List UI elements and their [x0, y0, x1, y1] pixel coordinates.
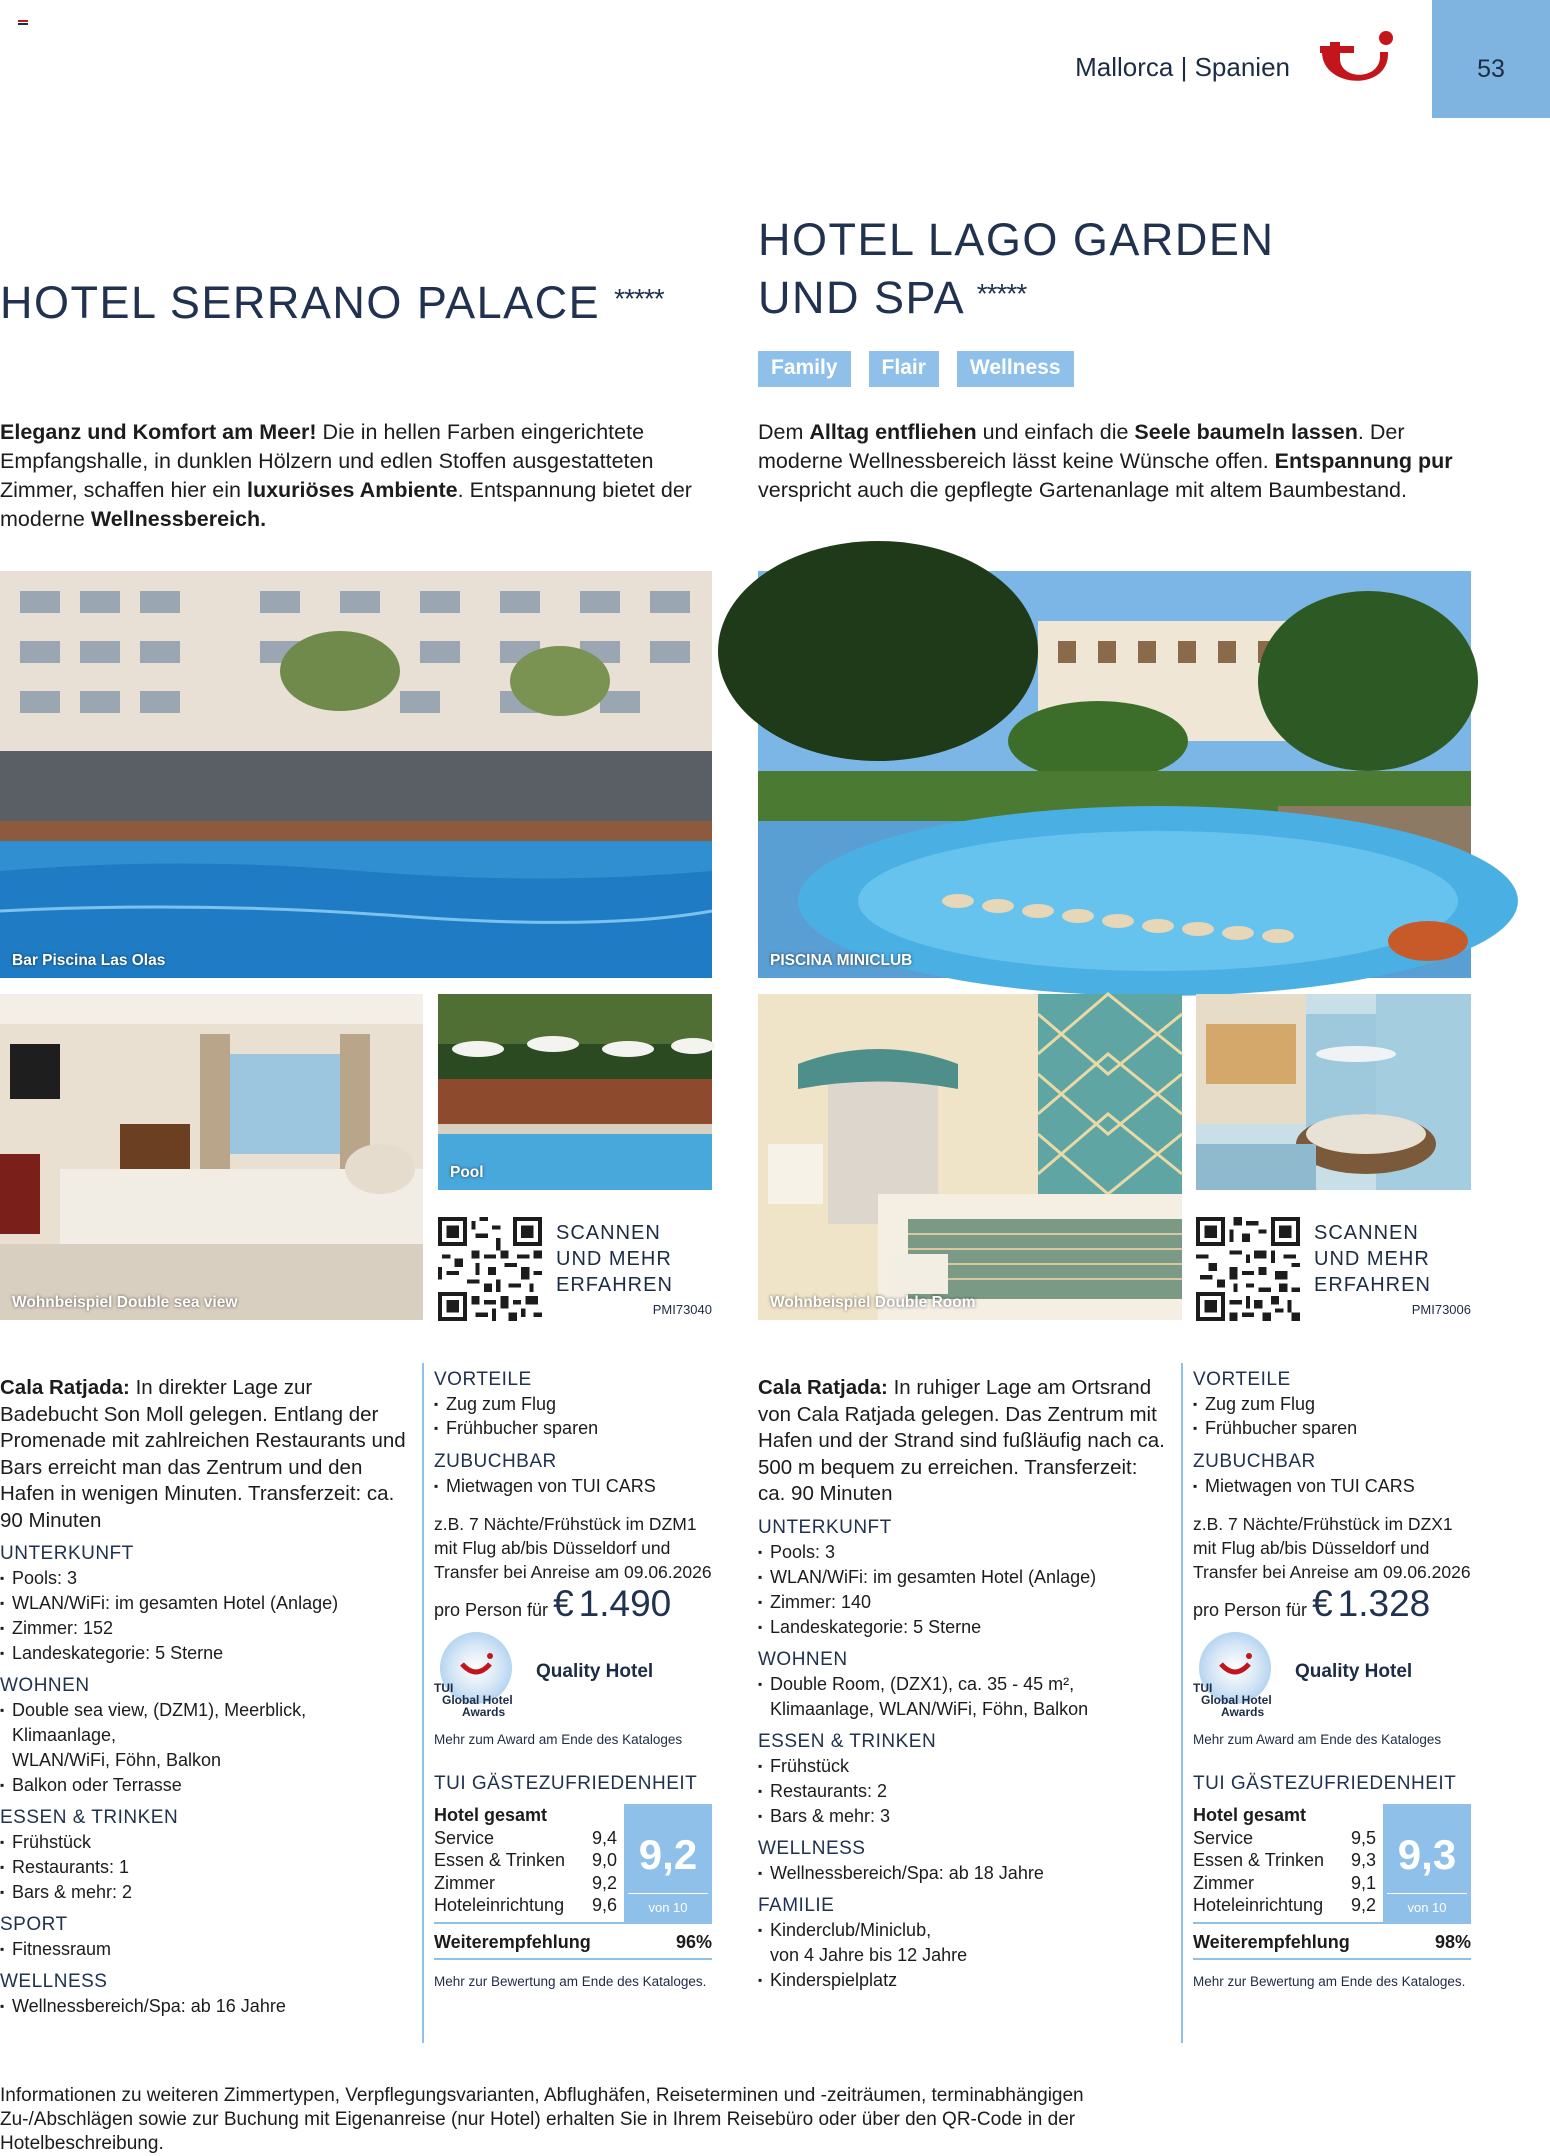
hotel2-rating-title: TUI GÄSTEZUFRIEDENHEIT: [1193, 1773, 1457, 1794]
hotel2-wohnen-list: ▪ Double Room, (DZX1), ca. 35 - 45 m², Klimaanlage, WLAN/WiFi, Föhn, Balkon: [758, 1672, 1170, 1722]
hotel1-essen-list: ▪ Frühstück ▪ Restaurants: 1 ▪ Bars & mehr: 2: [0, 1830, 412, 1905]
hotel2-qr-id: PMI73006: [1411, 1302, 1471, 1317]
hotel1-intro: Eleganz und Komfort am Meer! Die in hellen Farben eingerichtete Empfangshalle, in dunklen Hölzern und edlen Stoffen ausgestatteten Zimmer, schaffen hier ein luxuriöses Ambiente. Entspannung bietet der moderne Wellnessbereich.: [0, 420, 692, 531]
hotel1-price-currency: €: [553, 1583, 574, 1624]
hotel1-wellness-heading: WELLNESS: [0, 1971, 108, 1992]
hotel1-zubuchbar-heading: ZUBUCHBAR: [434, 1451, 557, 1472]
hotel1-unterkunft-list: ▪ Pools: 3 ▪ WLAN/WiFi: im gesamten Hotel (Anlage) ▪ Zimmer: 152 ▪ Landeskategorie: 5 Sterne: [0, 1566, 412, 1666]
region-label: Mallorca | Spanien: [1075, 52, 1290, 82]
hotel2-booking-panel: [1193, 1368, 1471, 1994]
hotel2-offer: z.B. 7 Nächte/Frühstück im DZX1 mit Flug ab/bis Düsseldorf und Transfer bei Anreise am 09.06.2026: [1193, 1514, 1471, 1582]
language-flag-icon: [18, 20, 28, 28]
hotel1-wohnen-list: ▪ Double sea view, (DZM1), Meerblick, Klimaanlage, WLAN/WiFi, Föhn, Balkon ▪ Balkon oder Terrasse: [0, 1698, 412, 1798]
rating-row: Hoteleinrichtung 9,6: [434, 1895, 618, 1915]
page-number-tab: [1432, 0, 1550, 118]
hotel1-qr-text: SCANNEN UND MEHR ERFAHREN: [556, 1222, 673, 1296]
hotel2-score-badge: 9,3 von 10: [1383, 1804, 1471, 1924]
hotel2-zubuchbar-heading: ZUBUCHBAR: [1193, 1451, 1316, 1472]
hotel1-photo-caption-2: Wohnbeispiel Double sea view: [12, 1294, 238, 1311]
hotel1-location: Cala Ratjada: In direkter Lage zur Badebucht Son Moll gelegen. Entlang der Promenade mit zahlreichen Restaurants und Bars erreicht man das Zentrum und den Hafen in wenigen Minuten. Transferzeit: ca. 90 Minuten: [0, 1376, 406, 1532]
hotel2-recommendation: Weiterempfehlung 98%: [1193, 1924, 1471, 1960]
hotel1-wohnen-heading: WOHNEN: [0, 1675, 90, 1696]
hotel1-award-note: Mehr zum Award am Ende des Kataloges: [434, 1732, 683, 1747]
tag-wellness: Wellness: [957, 351, 1074, 387]
tag-flair: Flair: [869, 351, 939, 387]
hotel2-location: Cala Ratjada: In ruhiger Lage am Ortsrand von Cala Ratjada gelegen. Das Zentrum mit Hafen und der Strand sind fußläufig nach ca. 500 m bequem zu erreichen. Transferzeit: ca. 90 Minuten: [758, 1376, 1165, 1505]
hotel2-zubuchbar-list: ▪ Mietwagen von TUI CARS: [1193, 1474, 1471, 1498]
hotel2-wellness-list: ▪ Wellnessbereich/Spa: ab 18 Jahre: [758, 1861, 1170, 1886]
hotel1-rating-box: Hotel gesamt Service 9,4 Essen & Trinken 9,0 Zimmer 9,2 Hoteleinrichtung 9,6 9,2 von 10: [434, 1804, 712, 1924]
tui-smile-logo: [1316, 30, 1400, 96]
hotel2-unterkunft-heading: UNTERKUNFT: [758, 1516, 892, 1538]
hotel1-qr-code[interactable]: [438, 1217, 542, 1321]
hotel2-award-note: Mehr zum Award am Ende des Kataloges: [1193, 1732, 1442, 1747]
hotel2-main-photo: [758, 571, 1471, 978]
hotel1-price: 1.490: [578, 1583, 672, 1624]
hotel1-stars: *****: [614, 283, 664, 314]
hotel1-rating-title: TUI GÄSTEZUFRIEDENHEIT: [434, 1773, 698, 1794]
hotel2-familie-heading: FAMILIE: [758, 1894, 835, 1916]
rating-row: Service 9,5: [1193, 1827, 1377, 1848]
hotel1-vorteile-heading: VORTEILE: [434, 1369, 532, 1390]
hotel2-divider: [1181, 1363, 1183, 2043]
hotel2-qr-text: SCANNEN UND MEHR ERFAHREN: [1314, 1222, 1431, 1296]
hotel1-qr-id: PMI73040: [652, 1302, 712, 1317]
page-number: 53: [1477, 55, 1505, 83]
hotel2-vorteile-heading: VORTEILE: [1193, 1369, 1291, 1390]
hotel2-essen-list: ▪ Frühstück ▪ Restaurants: 2 ▪ Bars & mehr: 3: [758, 1754, 1170, 1829]
hotel2-rating-box: Hotel gesamt Service 9,5 Essen & Trinken 9,3 Zimmer 9,1 Hoteleinrichtung 9,2 9,3 von 10: [1193, 1804, 1471, 1924]
hotel2-essen-heading: ESSEN & TRINKEN: [758, 1730, 937, 1752]
hotel2-title: HOTEL LAGO GARDEN UND SPA *****: [758, 214, 1275, 323]
hotel2-qr-code[interactable]: [1196, 1217, 1300, 1321]
hotel2-intro: Dem Alltag entfliehen und einfach die Seele baumeln lassen. Der moderne Wellnessbereich lässt keine Wünsche offen. Entspannung pur verspricht auch die gepflegte Gartenanlage mit altem Baumbestand.: [758, 420, 1453, 502]
hotel1-photo-caption-1: Bar Piscina Las Olas: [12, 952, 166, 969]
hotel1-score-badge: 9,2 von 10: [624, 1804, 712, 1924]
hotel1-offer: z.B. 7 Nächte/Frühstück im DZM1 mit Flug ab/bis Düsseldorf und Transfer bei Anreise am 09.06.2026: [434, 1514, 712, 1582]
hotel1-unterkunft-heading: UNTERKUNFT: [0, 1543, 134, 1564]
tag-family: Family: [758, 351, 851, 387]
hotel1-price-row: pro Person für € 1.490: [434, 1583, 672, 1624]
hotel1-vorteile-list: ▪ Zug zum Flug ▪ Frühbucher sparen: [434, 1392, 712, 1440]
hotel1-divider: [422, 1363, 424, 2043]
hotel1-room-photo: [0, 994, 423, 1320]
hotel1-rating-note: Mehr zur Bewertung am Ende des Kataloges.: [434, 1974, 707, 1989]
hotel1-details: [0, 1375, 412, 2019]
hotel2-price-row: pro Person für € 1.328: [1193, 1583, 1431, 1624]
hotel2-wellness-heading: WELLNESS: [758, 1837, 866, 1859]
hotel2-price-currency: €: [1312, 1583, 1333, 1624]
rating-row: Zimmer 9,2: [434, 1872, 618, 1893]
footer-note: Informationen zu weiteren Zimmertypen, Verpflegungsvarianten, Abflughäfen, Reiseterminen und -zeiträumen, terminabhängigen Zu-/Abschlägen sowie zur Buchung mit Eigenanreise (nur Hotel) erhalten Sie in Ihrem Reisebüro oder über den QR-Code in der Hotelbeschreibung.: [0, 2085, 1084, 2154]
hotel2-award-title: Quality Hotel: [1295, 1661, 1413, 1682]
hotel2-familie-list: ▪ Kinderclub/Miniclub, von 4 Jahre bis 12 Jahre ▪ Kinderspielplatz: [758, 1918, 1170, 1993]
hotel2-room-photo: [758, 994, 1182, 1320]
hotel1-zubuchbar-list: ▪ Mietwagen von TUI CARS: [434, 1474, 712, 1498]
hotel2-award: TUI Global Hotel Awards Quality Hotel: [1193, 1632, 1471, 1722]
hotel1-recommendation: Weiterempfehlung 96%: [434, 1924, 712, 1960]
hotel1-booking-panel: [434, 1368, 712, 1994]
hotel2-tags: [758, 351, 1074, 387]
hotel1-main-photo: [0, 571, 712, 978]
hotel1-essen-heading: ESSEN & TRINKEN: [0, 1807, 179, 1828]
hotel2-stars: *****: [976, 278, 1027, 309]
rating-row: Hoteleinrichtung 9,2: [1193, 1895, 1377, 1915]
rating-row: Essen & Trinken 9,0: [434, 1850, 618, 1870]
hotel2-rating-note: Mehr zur Bewertung am Ende des Kataloges.: [1193, 1974, 1466, 1989]
hotel2-photo-caption-1: PISCINA MINICLUB: [770, 952, 913, 969]
hotel1-sport-heading: SPORT: [0, 1914, 68, 1935]
rating-row: Service 9,4: [434, 1827, 618, 1848]
hotel1-title: HOTEL SERRANO PALACE *****: [0, 277, 664, 328]
hotel2-unterkunft-list: ▪ Pools: 3 ▪ WLAN/WiFi: im gesamten Hotel (Anlage) ▪ Zimmer: 140 ▪ Landeskategorie: 5 Sterne: [758, 1540, 1170, 1640]
hotel2-vorteile-list: ▪ Zug zum Flug ▪ Frühbucher sparen: [1193, 1392, 1471, 1440]
rating-row: Essen & Trinken 9,3: [1193, 1850, 1377, 1870]
hotel1-award-title: Quality Hotel: [536, 1661, 654, 1682]
hotel1-wellness-list: ▪ Wellnessbereich/Spa: ab 16 Jahre: [0, 1994, 412, 2019]
hotel1-photo-caption-3: Pool: [450, 1164, 484, 1181]
rating-row: Zimmer 9,1: [1193, 1872, 1377, 1893]
hotel2-spa-photo: [1196, 994, 1471, 1190]
hotel2-photo-caption-2: Wohnbeispiel Double Room: [770, 1294, 976, 1311]
hotel2-price: 1.328: [1337, 1583, 1431, 1624]
hotel1-pool-photo: [438, 994, 712, 1190]
hotel1-award: TUI Global Hotel Awards Quality Hotel: [434, 1632, 712, 1722]
hotel2-wohnen-heading: WOHNEN: [758, 1648, 848, 1670]
hotel1-sport-list: ▪ Fitnessraum: [0, 1937, 412, 1962]
hotel2-details: [758, 1375, 1170, 1993]
